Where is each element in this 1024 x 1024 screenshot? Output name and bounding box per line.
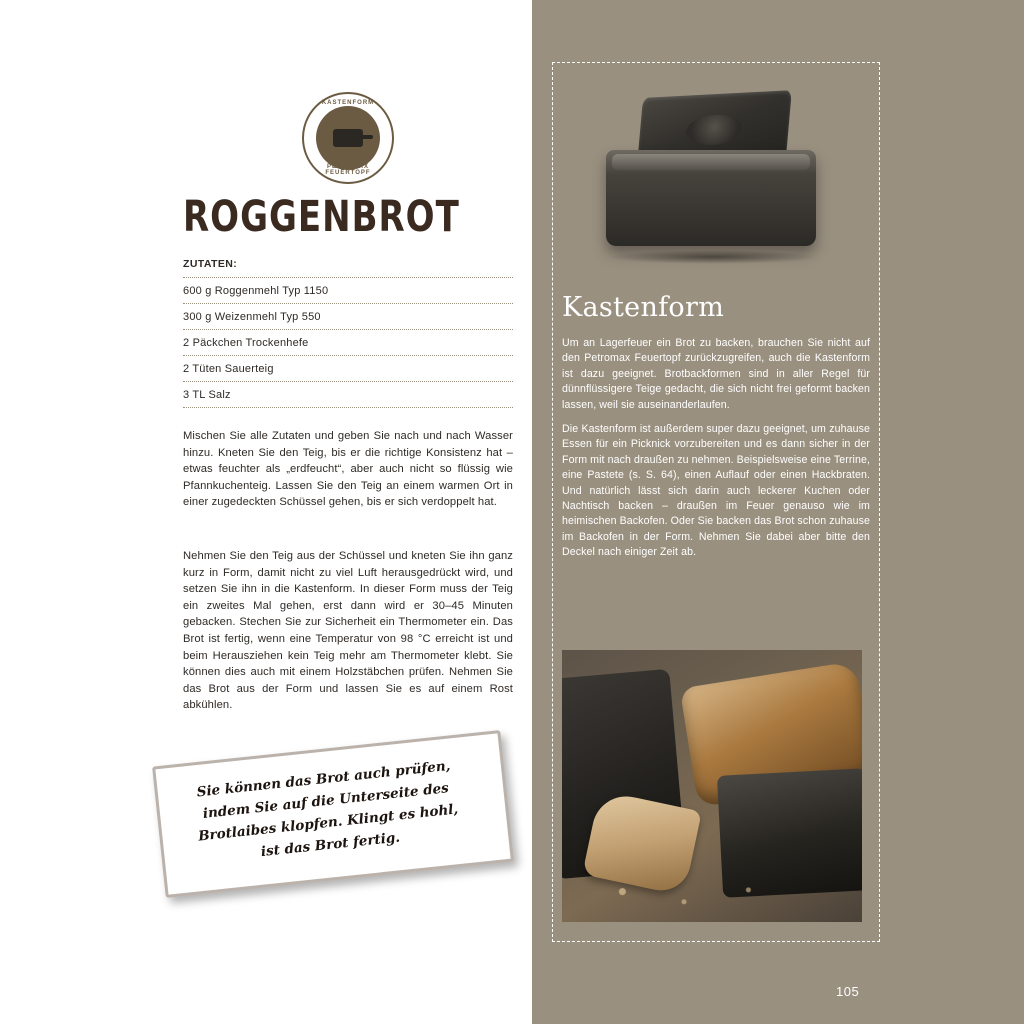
list-item: 2 Tüten Sauerteig [183,356,513,382]
recipe-paragraph-2: Nehmen Sie den Teig aus der Schüssel und kneten Sie ihn ganz kurz in Form, damit nicht zu viel Luft herausgedrückt wird, und setzen Sie ihn in die Kastenform. In dieser Form muss der Teig ein zweites Mal gehen, erst dann wird er 30–45 Minuten gebacken. Stechen Sie zur Sicherheit ein Thermometer ein. Das Brot ist fertig, wenn eine Temperatur von 98 °C erreicht ist und beim Herausziehen kein Teig mehr am Thermometer klebt. Sie können dies auch mit einem Holzstäbchen prüfen. Nehmen Sie das Brot aus der Form und lassen Sie es auf einem Rost abkühlen. [183,550,513,712]
sidebar-paragraph-1: Um an Lagerfeuer ein Brot zu backen, brauchen Sie nicht auf den Petromax Feuertopf zurückzugreifen, auch die Kastenform ist dazu geeignet. Brotbackformen sind in aller Regel für dünnflüssigere Teige gedacht, die sich nicht frei geformt backen lassen, weil sie auseinanderlaufen. [562,337,870,411]
list-item: 2 Päckchen Trockenhefe [183,330,513,356]
bread-crumbs [572,878,852,912]
badge-bottom-label: PETROMAX FEUERTOPF [325,164,371,176]
pan-rim [612,154,810,170]
ingredients-list [183,258,513,408]
kastenform-badge [302,92,394,184]
sidebar-title: Kastenform [562,292,725,323]
recipe-paragraph-1: Mischen Sie alle Zutaten und geben Sie nach und nach Wasser hinzu. Kneten Sie den Teig, bis er die richtige Konsistenz hat – etwas feuchter als „erdfeucht“, aber auch nicht so flüssig wie Pfannkuchenteig. Lassen Sie den Teig an einem warmen Ort in einer zugedeckten Schüssel gehen, bis er sich verdoppelt hat. [183,430,513,509]
loaf-pan-icon [333,129,363,147]
eagle-emblem-icon [685,113,744,146]
baked-bread-in-pan-photo [562,650,862,922]
tip-sign-text: Sie können das Brot auch prüfen, indem Sie auf die Unterseite des Brotlaibes klopfen. Klingt es hohl, ist das Brot fertig. [196,757,459,861]
list-item: 600 g Roggenmehl Typ 1150 [183,278,513,304]
tip-sign [150,742,522,902]
cast-iron-loaf-pan-photo [584,88,848,268]
pan-body [606,150,816,246]
pan-shadow [610,250,816,264]
sidebar-body [562,336,870,561]
list-item: 300 g Weizenmehl Typ 550 [183,304,513,330]
page-title: ROGGENBROT [183,192,460,242]
badge-inner-circle [316,106,380,170]
badge-top-label: KASTENFORM [321,100,375,106]
ingredients-heading: ZUTATEN: [183,258,513,278]
page-number: 105 [836,984,860,999]
sidebar-paragraph-2: Die Kastenform ist außerdem super dazu geeignet, um zuhause Essen für ein Picknick vorzubereiten und es dann sicher in der Form mit nach draußen zu nehmen. Beispielsweise eine Terrine, eine Pastete (s. S. 64), einen Auflauf oder einen Hackbraten. Und natürlich lässt sich darin auch leckerer Kuchen oder Nachtisch backen – draußen im Feuer genauso wie im heimischen Backofen. Oder Sie backen das Brot schon zuhause im Backofen in der Form. Nehmen Sie dabei aber bitte den Deckel nach einiger Zeit ab. [562,423,870,559]
list-item: 3 TL Salz [183,382,513,408]
